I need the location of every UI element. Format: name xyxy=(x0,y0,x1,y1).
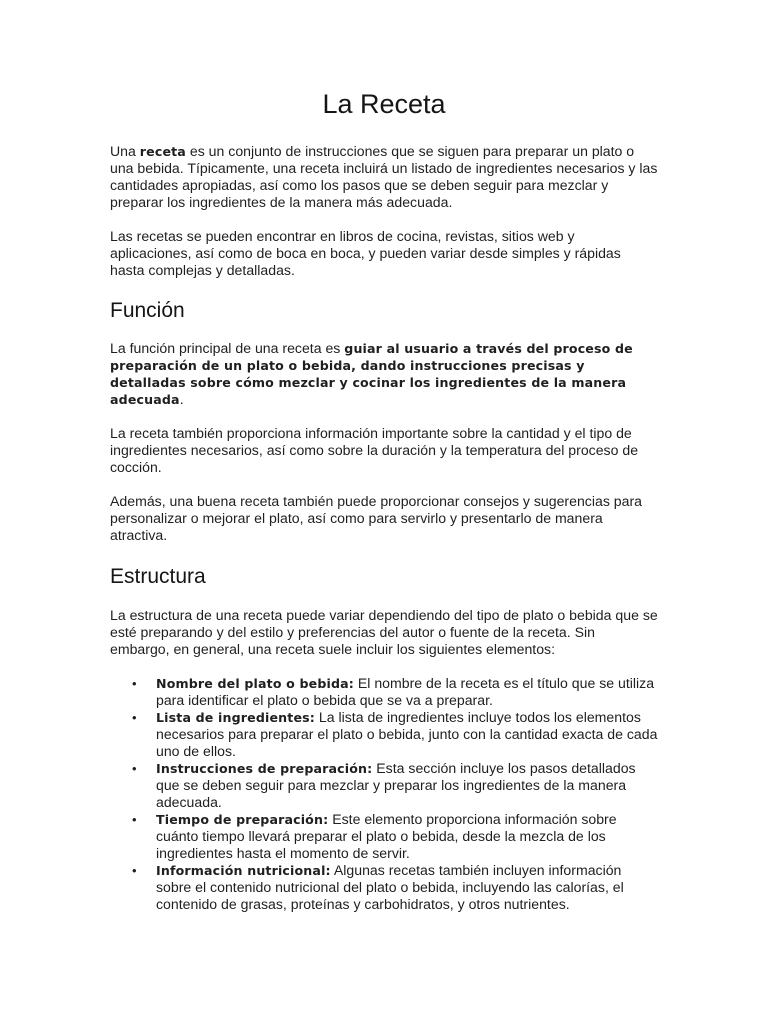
intro-paragraph-1-start: Una xyxy=(110,143,140,159)
section-heading-funcion: Función xyxy=(110,299,185,322)
intro-paragraph-1-rest: es un conjunto de instrucciones que se siguen para preparar un plato o una bebida. Típicamente, una receta incluirá un listado de ingredientes necesarios y las cantidades apropiadas, así como los pasos que se deben seguir para mezclar y preparar los ingredientes de la manera más adecuada. xyxy=(110,143,658,210)
funcion-paragraph-1-bold: guiar al usuario a través del proceso de preparación de un plato o bebida, dando instrucciones precisas y detalladas sobre cómo mezclar y cocinar los ingredientes de la manera adecuada xyxy=(110,341,633,407)
list-item-term: Tiempo de preparación: xyxy=(156,812,329,827)
list-item-description: Esta sección incluye los pasos detallados que se deben seguir para mezclar y preparar los ingredientes de la manera adecuada. xyxy=(156,760,636,810)
funcion-paragraph-2: La receta también proporciona información importante sobre la cantidad y el tipo de ingredientes necesarios, así como sobre la duración y la temperatura del proceso de cocción. xyxy=(110,425,639,475)
funcion-paragraph-1 xyxy=(110,340,658,408)
intro-paragraph-2: Las recetas se pueden encontrar en libros de cocina, revistas, sitios web y aplicaciones, así como de boca en boca, y pueden variar desde simples y rápidas hasta complejas y detalladas. xyxy=(110,228,621,278)
list-item-description: La lista de ingredientes incluye todos los elementos necesarios para preparar el plato o bebida, junto con la cantidad exacta de cada uno de ellos. xyxy=(156,709,658,759)
list-item-term: Instrucciones de preparación: xyxy=(156,761,373,776)
funcion-paragraph-3: Además, una buena receta también puede proporcionar consejos y sugerencias para personalizar o mejorar el plato, así como para servirlo y presentarlo de manera atractiva. xyxy=(110,493,642,543)
list-item-description: Algunas recetas también incluyen información sobre el contenido nutricional del plato o bebida, incluyendo las calorías, el contenido de grasas, proteínas y carbohidratos, y otros nutrientes. xyxy=(156,862,624,912)
list-item xyxy=(110,760,658,811)
list-item xyxy=(110,675,658,709)
funcion-paragraph-1-end: . xyxy=(179,391,184,407)
document-page xyxy=(110,84,658,913)
bullet-icon: • xyxy=(132,710,137,725)
intro-paragraph-1-bold: receta xyxy=(139,144,186,159)
list-item xyxy=(110,862,658,913)
list-item-description: Este elemento proporciona información sobre cuánto tiempo llevará preparar el plato o bebida, desde la mezcla de los ingredientes hasta el momento de servir. xyxy=(156,811,617,861)
bullet-icon: • xyxy=(132,676,137,691)
estructura-elements-list xyxy=(110,675,658,913)
list-item-term: Información nutricional: xyxy=(156,863,331,878)
funcion-paragraph-1-start: La función principal de una receta es xyxy=(110,340,345,356)
section-heading-estructura: Estructura xyxy=(110,565,206,588)
intro-paragraph-1 xyxy=(110,143,658,211)
bullet-icon: • xyxy=(132,761,137,776)
bullet-icon: • xyxy=(132,863,137,878)
list-item-description: El nombre de la receta es el título que se utiliza para identificar el plato o bebida que se va a preparar. xyxy=(156,675,655,708)
list-item xyxy=(110,709,658,760)
bullet-icon: • xyxy=(132,812,137,827)
list-item-term: Nombre del plato o bebida: xyxy=(156,676,354,691)
document-title: La Receta xyxy=(322,89,446,119)
list-item-term: Lista de ingredientes: xyxy=(156,710,315,725)
list-item xyxy=(110,811,658,862)
estructura-paragraph: La estructura de una receta puede variar dependiendo del tipo de plato o bebida que se esté preparando y del estilo y preferencias del autor o fuente de la receta. Sin embargo, en general, una receta suele incluir los siguientes elementos: xyxy=(110,607,658,657)
